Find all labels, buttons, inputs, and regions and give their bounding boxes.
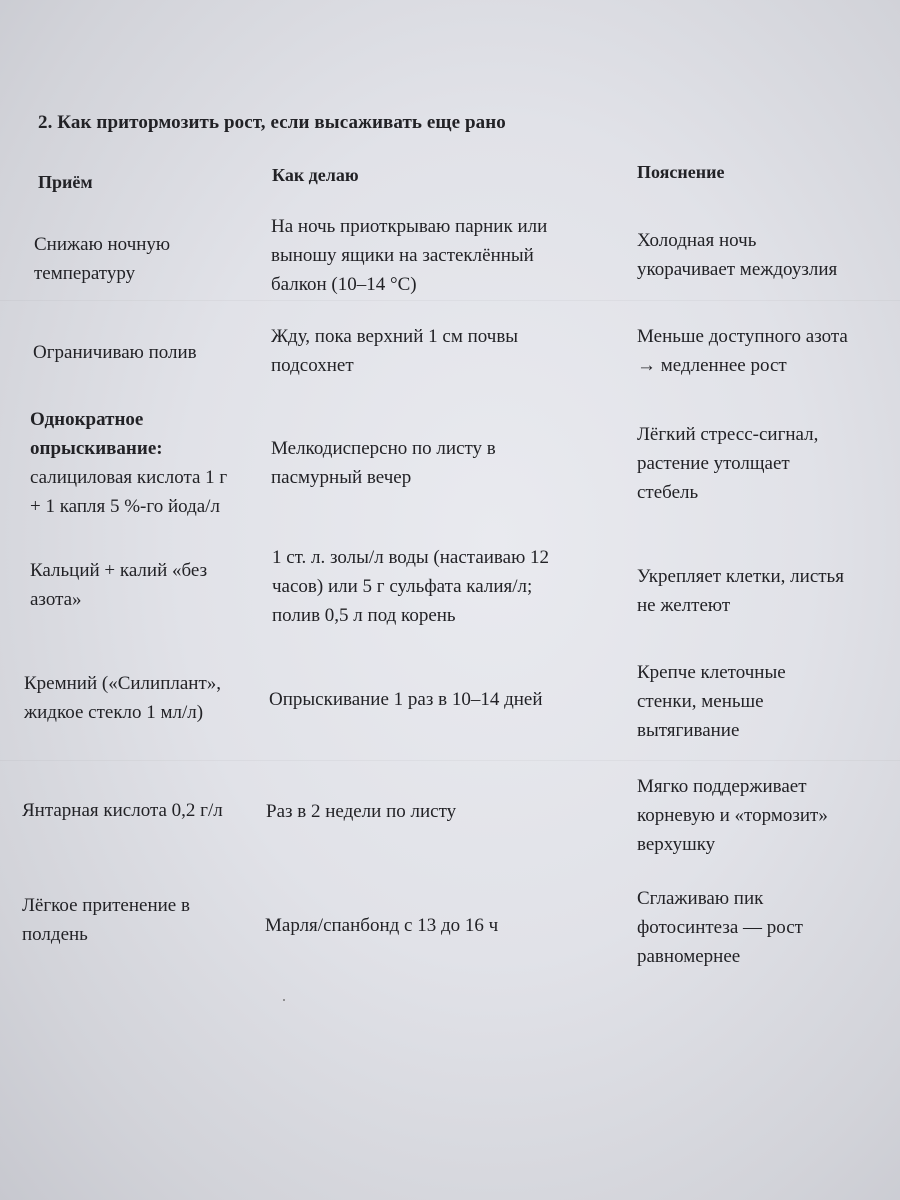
row-5-explanation: Крепче клеточные стенки, меньше вытягивание [637, 662, 786, 741]
row-1-method: На ночь приоткрываю парник или выношу ящики на застеклённый балкон (10–14 °C) [271, 216, 548, 295]
row-2-technique: Ограничиваю полив [33, 342, 197, 363]
row-7-explanation: Сглаживаю пик фотосинтеза — рост равномернее [637, 888, 803, 967]
row-1-explanation: Холодная ночь укорачивает междоузлия [637, 230, 838, 280]
header-explanation: Пояснение [637, 162, 725, 182]
row-7-technique: Лёгкое притенение в полдень [22, 895, 190, 945]
header-method: Как делаю [272, 165, 359, 185]
row-7-method: Марля/спанбонд с 13 до 16 ч [265, 915, 499, 936]
row-4-technique: Кальций + калий «без азота» [30, 560, 208, 610]
row-3-explanation: Лёгкий стресс-сигнал, растение утолщает стебель [637, 424, 819, 503]
row-5-technique: Кремний («Силиплант», жидкое стекло 1 мл/л) [24, 673, 222, 723]
row-5-method: Опрыскивание 1 раз в 10–14 дней [269, 689, 543, 710]
row-6-explanation: Мягко поддерживает корневую и «тормозит» верхушку [637, 776, 828, 855]
row-2-explanation: Меньше доступного азота → медленнее рост [637, 326, 848, 376]
row-3-method: Мелкодисперсно по листу в пасмурный вечер [271, 438, 496, 488]
paper-crease [0, 300, 900, 301]
row-4-explanation: Укрепляет клетки, листья не желтеют [637, 566, 844, 616]
row-3-technique: Однократное опрыскивание: салициловая кислота 1 г + 1 капля 5 %-го йода/л [30, 409, 228, 517]
paper-speck [283, 999, 285, 1001]
row-2-method: Жду, пока верхний 1 см почвы подсохнет [271, 326, 519, 376]
row-6-method: Раз в 2 недели по листу [266, 801, 457, 822]
row-6-technique: Янтарная кислота 0,2 г/л [22, 800, 223, 821]
row-4-method: 1 ст. л. золы/л воды (настаиваю 12 часов) или 5 г сульфата калия/л; полив 0,5 л под корень [272, 547, 550, 626]
section-title: 2. Как притормозить рост, если высаживать еще рано [38, 112, 506, 133]
header-technique: Приём [38, 172, 93, 192]
paper-crease [0, 760, 900, 761]
row-1-technique: Снижаю ночную температуру [34, 234, 171, 284]
